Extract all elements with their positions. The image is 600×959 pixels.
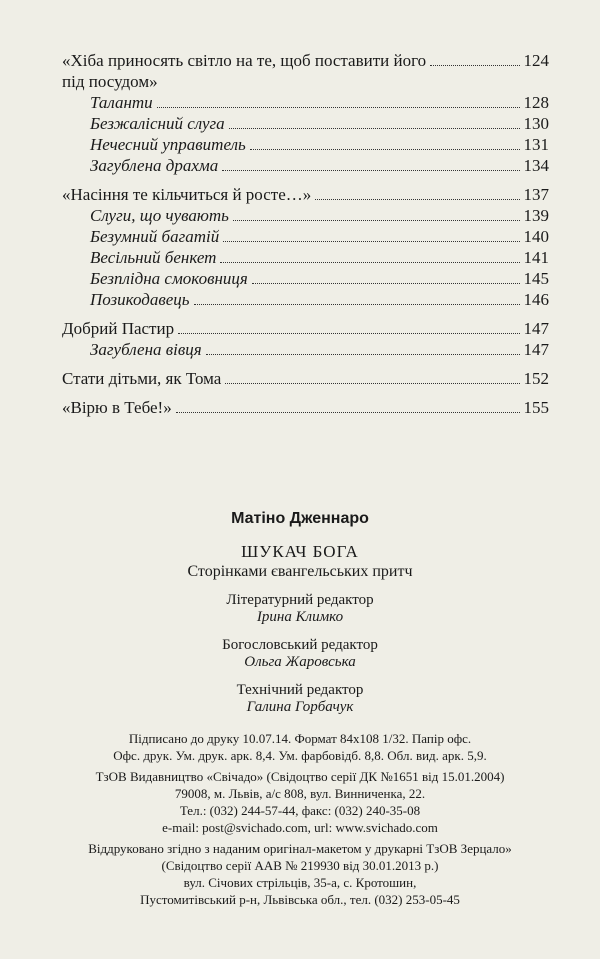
toc-entry-page: 147 (523, 340, 549, 359)
toc-entry-page: 134 (523, 156, 549, 175)
toc-entry-title: Позикодавець (90, 290, 190, 309)
toc-entry-title-line1: «Хіба приносять світло на те, щоб поставити його (62, 51, 427, 70)
toc-entry (62, 339, 549, 360)
toc-entry-title: Загублена вівця (90, 340, 202, 359)
toc-entry (62, 268, 549, 289)
theological-editor-name: Ольга Жаровська (244, 654, 356, 670)
technical-editor-name: Галина Горбачук (246, 699, 354, 715)
toc-leader (178, 333, 519, 334)
toc-entry-page: 152 (523, 369, 549, 388)
toc-leader (250, 149, 520, 150)
toc-entry-title: Безумний багатій (90, 227, 220, 246)
toc-entry-page: 147 (523, 319, 549, 338)
toc-entry-title: Безжалісний слуга (90, 114, 225, 133)
toc-entry (62, 205, 549, 226)
toc-entry-title: Слуги, що чувають (90, 206, 229, 225)
technical-editor-label: Технічний редактор (236, 682, 364, 698)
publisher-line: e-mail: post@svichado.com, url: www.svichado.com (162, 820, 438, 835)
toc-entry-page: 124 (523, 51, 549, 70)
toc-entry-page: 146 (523, 290, 549, 309)
printer-line: Пустомитівський р-н, Львівська обл., тел. (032) 253-05-45 (140, 892, 460, 907)
toc-leader (430, 65, 519, 66)
publisher-info (40, 768, 560, 836)
print-line: Підписано до друку 10.07.14. Формат 84х108 1/32. Папір офс. (128, 731, 472, 746)
toc-entry-title-line2: під посудом» (62, 72, 158, 91)
toc-entry-page: 155 (523, 398, 549, 417)
book-subtitle: Сторінками євангельських притч (187, 563, 413, 580)
toc-entry-page: 140 (523, 227, 549, 246)
printer-line: (Свідоцтво серії ААВ № 219930 від 30.01.2013 р.) (161, 858, 439, 873)
print-details (40, 730, 560, 908)
toc-entry (62, 50, 549, 92)
toc-entry-title: Загублена драхма (90, 156, 219, 175)
imprint-block (40, 500, 560, 908)
toc-entry-title: Весільний бенкет (90, 248, 217, 267)
toc-leader (225, 383, 519, 384)
printer-info (40, 840, 560, 908)
toc-entry-title: Нечесний управитель (90, 135, 246, 154)
toc-entry (62, 318, 549, 339)
literary-editor-name: Ірина Климко (256, 609, 344, 625)
toc-entry-title: Стати дітьми, як Тома (62, 369, 222, 388)
toc-leader (220, 262, 519, 263)
toc-entry (62, 184, 549, 205)
toc-entry (62, 289, 549, 310)
toc-entry (62, 134, 549, 155)
toc-leader (222, 170, 519, 171)
publisher-line: 79008, м. Львів, а/с 808, вул. Винниченка, 22. (174, 786, 426, 801)
author-name: Матіно Дженнаро (231, 510, 369, 527)
toc-entry-title: Добрий Пастир (62, 319, 175, 338)
toc-entry-page: 141 (523, 248, 549, 267)
toc-entry-title: «Насіння те кільчиться й росте…» (62, 185, 312, 204)
toc-leader (194, 304, 520, 305)
toc-entry-page: 128 (523, 93, 549, 112)
toc-entry (62, 368, 549, 389)
toc-entry (62, 113, 549, 134)
toc-entry-title: Таланти (90, 93, 153, 112)
toc-entry (62, 226, 549, 247)
toc-leader (206, 354, 520, 355)
toc-leader (315, 199, 519, 200)
toc-entry (62, 397, 549, 418)
toc-entry (62, 247, 549, 268)
publisher-line: Тел.: (032) 244-57-44, факс: (032) 240-35-08 (179, 803, 421, 818)
book-title: ШУКАЧ БОГА (241, 542, 359, 561)
theological-editor-label: Богословський редактор (222, 637, 378, 653)
toc-leader (176, 412, 520, 413)
print-line: Офс. друк. Ум. друк. арк. 8,4. Ум. фарбовідб. 8,8. Обл. вид. арк. 5,9. (113, 748, 487, 763)
toc-entry-page: 139 (523, 206, 549, 225)
toc-entry-page: 137 (523, 185, 549, 204)
literary-editor-label: Літературний редактор (226, 592, 374, 608)
publisher-line: ТзОВ Видавництво «Свічадо» (Свідоцтво серії ДК №1651 від 15.01.2004) (95, 769, 505, 784)
printer-line: Віддруковано згідно з наданим оригінал-макетом у друкарні ТзОВ Зерцало» (88, 841, 512, 856)
toc-leader (223, 241, 519, 242)
toc-entry (62, 92, 549, 113)
toc-entry-page: 131 (523, 135, 549, 154)
table-of-contents (62, 50, 549, 418)
toc-entry-title: «Вірю в Тебе!» (62, 398, 172, 417)
toc-leader (233, 220, 520, 221)
toc-leader (157, 107, 520, 108)
toc-leader (252, 283, 520, 284)
toc-entry (62, 155, 549, 176)
toc-entry-title: Безплідна смоковниця (90, 269, 248, 288)
toc-entry-title (62, 50, 428, 92)
toc-leader (229, 128, 520, 129)
toc-entry-page: 145 (523, 269, 549, 288)
printer-line: вул. Січових стрільців, 35-а, с. Кротошин, (183, 875, 417, 890)
toc-entry-page: 130 (523, 114, 549, 133)
